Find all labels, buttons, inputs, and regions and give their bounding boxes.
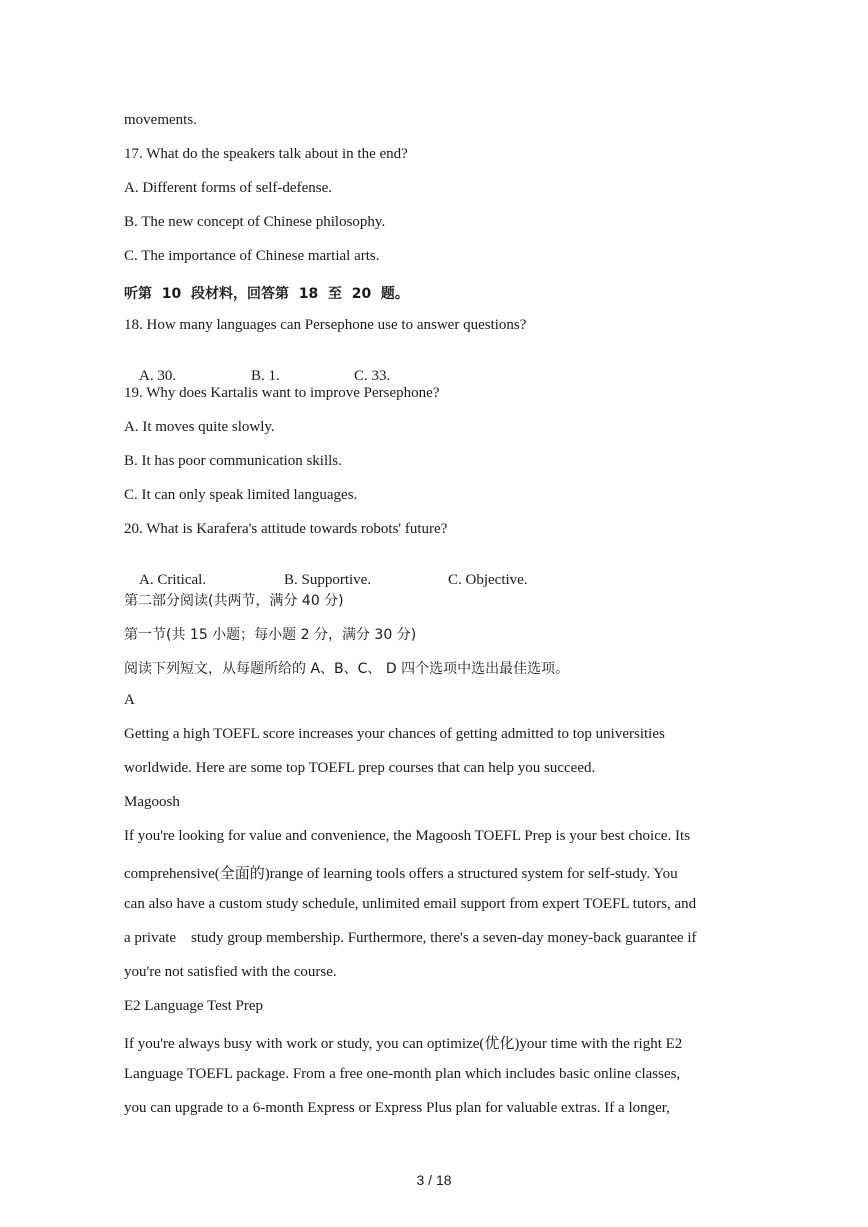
option-17-a: A. Different forms of self-defense. <box>124 180 332 196</box>
option-18-a: A. 30. <box>139 368 177 384</box>
subheading-magoosh: Magoosh <box>124 794 180 810</box>
passage-text: Getting a high TOEFL score increases your chances of getting admitted to top universities <box>124 726 665 742</box>
section-instruction: 听第 10 段材料，回答第 18 至 20 题。 <box>124 286 409 302</box>
option-20-c: C. Objective. <box>448 572 528 588</box>
part-two-heading: 第二部分阅读(共两节，满分 40 分) <box>124 593 344 609</box>
question-19: 19. Why does Kartalis want to improve Persephone? <box>124 385 440 401</box>
passage-text: can also have a custom study schedule, unlimited email support from expert TOEFL tutors, and <box>124 896 697 912</box>
question-17: 17. What do the speakers talk about in the end? <box>124 146 408 162</box>
option-19-c: C. It can only speak limited languages. <box>124 487 358 503</box>
passage-text: you can upgrade to a 6-month Express or Express Plus plan for valuable extras. If a longer, <box>124 1100 670 1116</box>
question-18: 18. How many languages can Persephone use to answer questions? <box>124 317 527 333</box>
reading-instruction: 阅读下列短文，从每题所给的 A、B、C、 D 四个选项中选出最佳选项。 <box>124 661 570 677</box>
passage-text: comprehensive(全面的)range of learning tools offers a structured system for self-study. You <box>124 866 678 882</box>
page-number: 3 / 18 <box>416 1172 452 1188</box>
option-18-c: C. 33. <box>354 368 391 384</box>
option-20-a: A. Critical. <box>139 572 207 588</box>
passage-label: A <box>124 692 135 708</box>
subheading-e2: E2 Language Test Prep <box>124 998 264 1014</box>
section-one-heading: 第一节(共 15 小题；每小题 2 分，满分 30 分) <box>124 627 417 643</box>
option-18-b: B. 1. <box>251 368 280 384</box>
passage-text: Language TOEFL package. From a free one-month plan which includes basic online classes, <box>124 1066 681 1082</box>
passage-text: If you're looking for value and convenience, the Magoosh TOEFL Prep is your best choice. Its <box>124 828 691 844</box>
passage-text: If you're always busy with work or study, you can optimize(优化)your time with the right E2 <box>124 1036 683 1052</box>
option-17-c: C. The importance of Chinese martial arts. <box>124 248 380 264</box>
passage-text: worldwide. Here are some top TOEFL prep courses that can help you succeed. <box>124 760 596 776</box>
question-20: 20. What is Karafera's attitude towards robots' future? <box>124 521 448 537</box>
option-17-b: B. The new concept of Chinese philosophy. <box>124 214 386 230</box>
option-20-b: B. Supportive. <box>284 572 372 588</box>
option-19-b: B. It has poor communication skills. <box>124 453 342 469</box>
passage-text: you're not satisfied with the course. <box>124 964 337 980</box>
passage-text: a private study group membership. Furthermore, there's a seven-day money-back guarantee if <box>124 930 697 946</box>
option-19-a: A. It moves quite slowly. <box>124 419 275 435</box>
text-line: movements. <box>124 112 197 128</box>
